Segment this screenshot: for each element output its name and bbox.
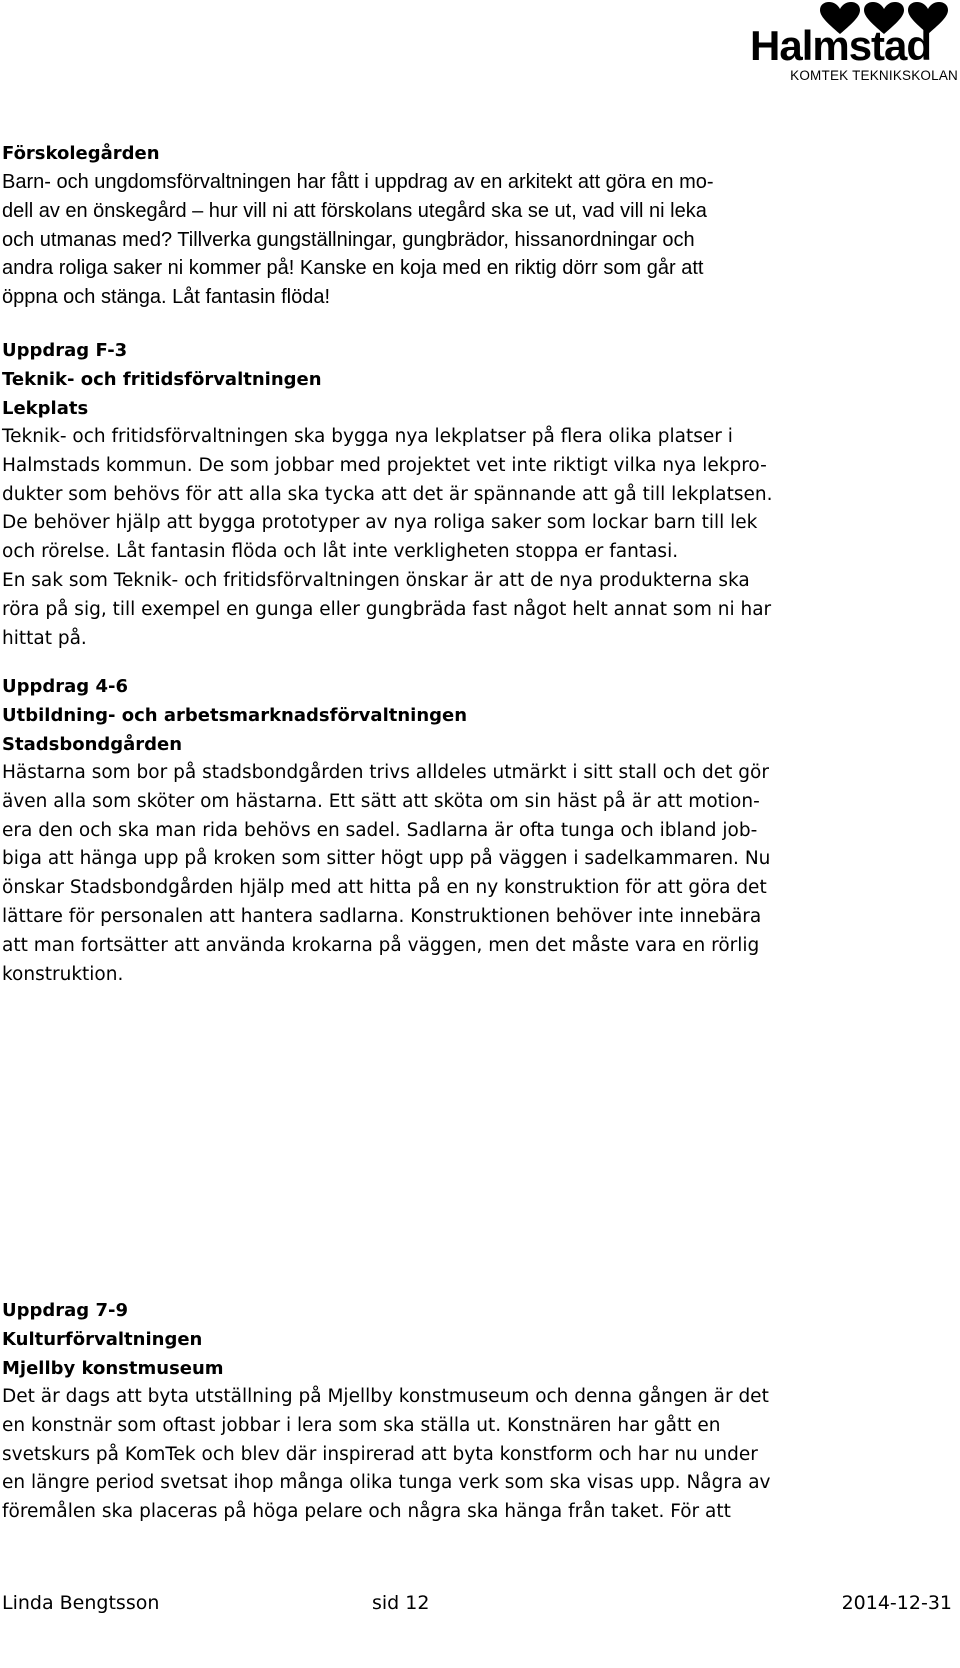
department-name: Utbildning- och arbetsmarknadsförvaltningen (2, 705, 468, 726)
section-uppdrag-7-9 (2, 1296, 947, 1527)
logo-subtitle: KOMTEK TEKNIKSKOLAN (790, 68, 958, 83)
logo-name: Halmstad (750, 22, 932, 69)
assignment-title: Uppdrag 4-6 (2, 676, 128, 697)
paragraph-line: konstruktion. (2, 963, 124, 985)
paragraph-line: även alla som sköter om hästarna. Ett sätt att sköta om sin häst på är att motion- (2, 790, 760, 812)
paragraph-line: och utmanas med? Tillverka gungställningar, gungbrädor, hissanordningar och (2, 228, 695, 251)
paragraph-line: en längre period svetsat ihop många olika tunga verk som ska visas upp. Några av (2, 1472, 771, 1494)
paragraph-line: att man fortsätter att använda krokarna på väggen, men det måste vara en rörlig (2, 934, 760, 956)
paragraph-line: önskar Stadsbondgården hjälp med att hitta på en ny konstruktion för att göra det (2, 877, 767, 899)
paragraph-line: dukter som behövs för att alla ska tycka att det är spännande att gå till lekplatsen. (2, 483, 773, 505)
paragraph-line: Teknik- och fritidsförvaltningen ska bygga nya lekplatser på flera olika platser i (2, 426, 733, 447)
section-title: Förskolegården (2, 143, 160, 164)
paragraph-line: Barn- och ungdomsförvaltningen har fått i uppdrag av en arkitekt att göra en mo- (2, 171, 714, 193)
paragraph-line: hittat på. (2, 627, 87, 649)
assignment-title: Uppdrag F-3 (2, 340, 128, 361)
place-name: Stadsbondgården (2, 734, 183, 755)
department-name: Teknik- och fritidsförvaltningen (2, 369, 322, 390)
paragraph-line: och rörelse. Låt fantasin flöda och låt inte verkligheten stoppa er fantasi. (2, 541, 679, 563)
section-uppdrag-f3 (2, 336, 947, 653)
page-footer (2, 1588, 960, 1618)
paragraph-line: svetskurs på KomTek och blev där inspirerad att byta konstform och har nu under (2, 1443, 758, 1465)
paragraph-line: andra roliga saker ni kommer på! Kanske en koja med en riktig dörr som går att (2, 257, 704, 280)
paragraph-line: dell av en önskegård – hur vill ni att förskolans utegård ska se ut, vad vill ni leka (2, 199, 707, 222)
paragraph-line: De behöver hjälp att bygga prototyper av nya roliga saker som lockar barn till lek (2, 512, 758, 534)
place-name: Mjellby konstmuseum (2, 1358, 224, 1379)
paragraph-line: biga att hänga upp på kroken som sitter högt upp på väggen i sadelkammaren. Nu (2, 848, 771, 870)
paragraph-line: lättare för personalen att hantera sadlarna. Konstruktionen behöver inte innebära (2, 905, 762, 927)
paragraph-line: Hästarna som bor på stadsbondgården trivs alldeles utmärkt i sitt stall och det gör (2, 762, 769, 783)
assignment-title: Uppdrag 7-9 (2, 1300, 128, 1321)
paragraph-line: öppna och stänga. Låt fantasin flöda! (2, 286, 331, 309)
halmstad-logo (750, 2, 960, 84)
paragraph-line: En sak som Teknik- och fritidsförvaltningen önskar är att de nya produkterna ska (2, 569, 750, 591)
paragraph-line: Halmstads kommun. De som jobbar med projektet vet inte riktigt vilka nya lekpro- (2, 454, 767, 476)
paragraph-line: en konstnär som oftast jobbar i lera som ska ställa ut. Konstnären har gått en (2, 1414, 721, 1436)
paragraph-line: föremålen ska placeras på höga pelare och några ska hänga från taket. För att (2, 1501, 731, 1523)
paragraph-line: röra på sig, till exempel en gunga eller gungbräda fast något helt annat som ni har (2, 598, 772, 620)
place-name: Lekplats (2, 398, 89, 419)
department-name: Kulturförvaltningen (2, 1329, 203, 1350)
footer-author: Linda Bengtsson (2, 1592, 160, 1614)
paragraph-line: era den och ska man rida behövs en sadel. Sadlarna är ofta tunga och ibland job- (2, 819, 758, 841)
footer-date: 2014-12-31 (841, 1592, 952, 1614)
section-uppdrag-4-6 (2, 672, 947, 989)
footer-page-number: sid 12 (372, 1592, 430, 1614)
section-forskolegarden (2, 139, 947, 312)
paragraph-line: Det är dags att byta utställning på Mjellby konstmuseum och denna gången är det (2, 1386, 769, 1407)
